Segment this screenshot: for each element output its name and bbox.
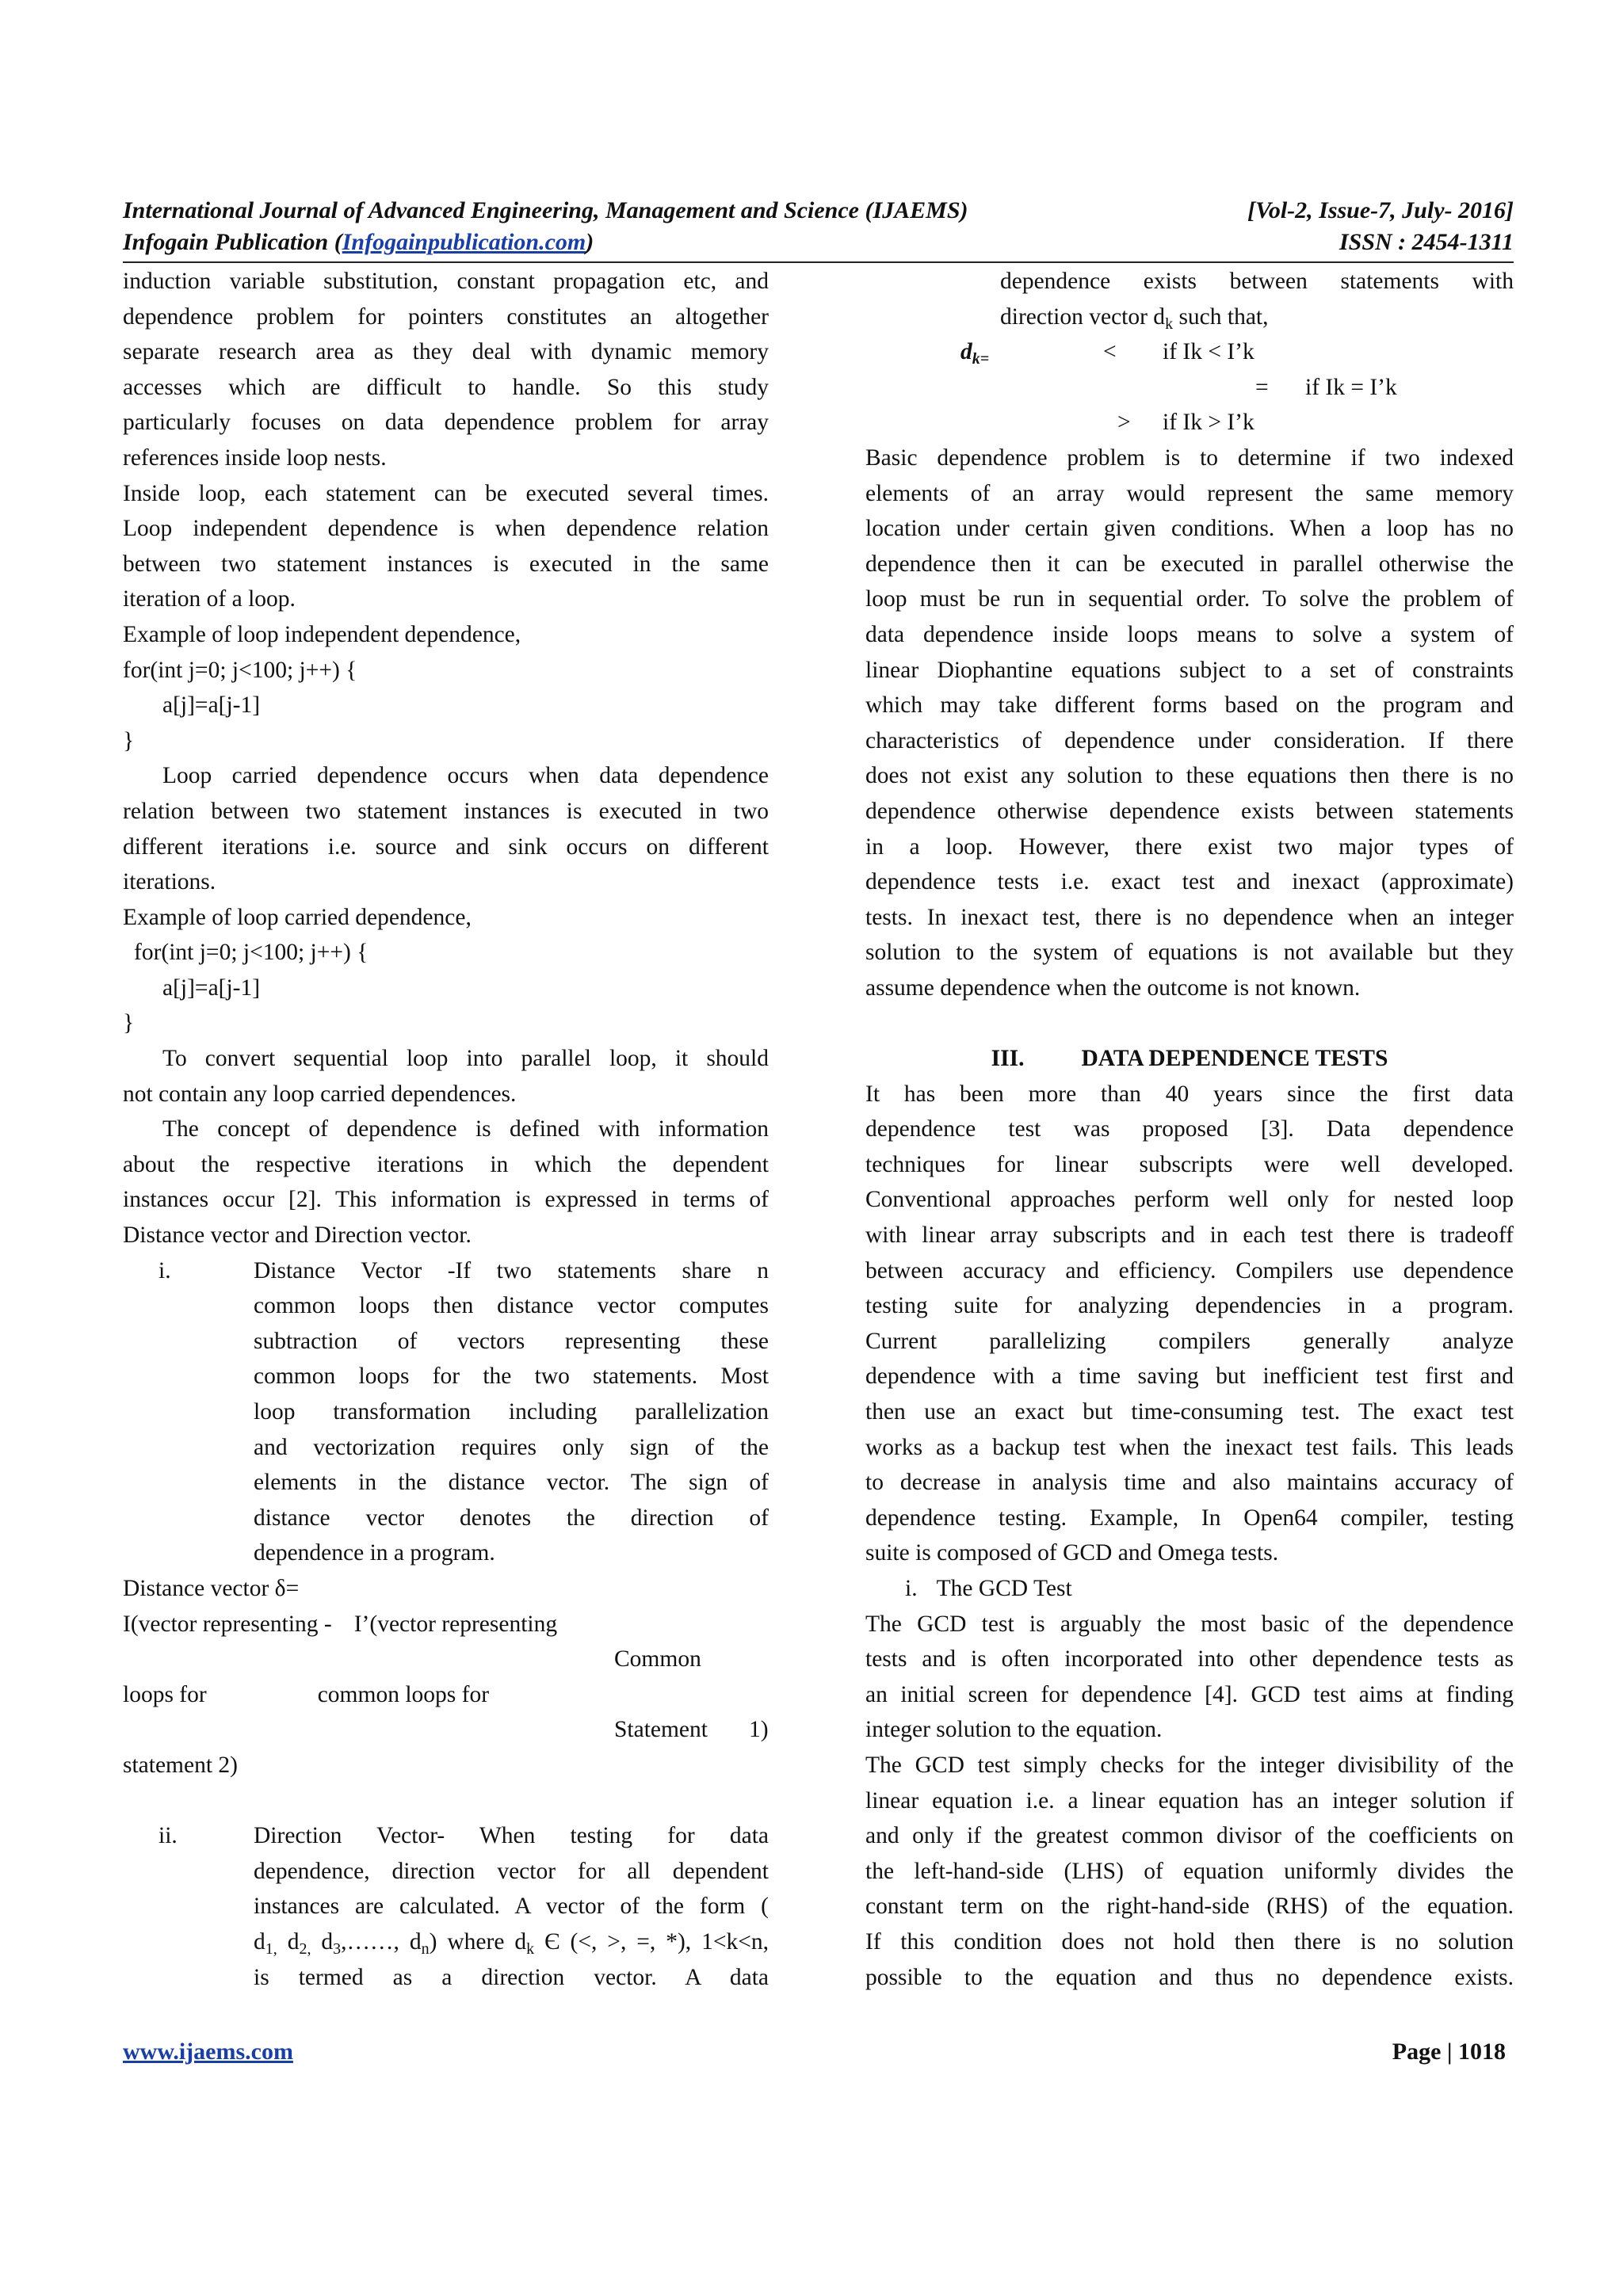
code-example: Example of loop independent dependence, for(int j=0; j<100; j++) { a[j]=a[j-1] } bbox=[123, 621, 521, 753]
paragraph: It has been more than 40 years since the first data dependence test was proposed [3]. Data dependence techniques for linear subscripts were well developed. Conventional approaches perform well only for nested loop with linear array subscripts and in each test there is tradeoff between accuracy and efficiency. Compilers use dependence testing suite for analyzing dependencies in a program. Current parallelizing compilers generally analyze dependence with a time saving but inefficient test first and then use an exact but time-consuming test. The exact test works as a backup test when the inexact test fails. This leads to decrease in analysis time and also maintains accuracy of dependence testing. Example, In Open64 compiler, testing suite is composed of GCD and Omega tests. bbox=[865, 1081, 1514, 1566]
page-number: Page | 1018 bbox=[1392, 2039, 1506, 2065]
running-header bbox=[123, 195, 1514, 258]
paragraph: The GCD test simply checks for the integer divisibility of the linear equation i.e. a linear equation has an integer solution if and only if the greatest common divisor of the coefficients on the left-hand-side (LHS) of equation uniformly divides the constant term on the right-hand-side (RHS) of the equation. If this condition does not hold then there is no solution possible to the equation and thus no dependence exists. bbox=[865, 1752, 1514, 1990]
issn: ISSN : 2454-1311 bbox=[1338, 229, 1514, 255]
direction-vector-form: $d_{1,}$ $d_{2,}$ $d_3,\dots\dots$, $d_n$) where $d_k$ Є (<, >, =, *), 1<k<n, bbox=[254, 1928, 769, 1958]
paragraph: The concept of dependence is defined with information about the respective iterations in which the dependent instances occur [2]. This information is expressed in terms of Distance vector and Direction vector. bbox=[123, 1116, 769, 1249]
list-item-distance-vector: i. Distance Vector -If two statements share n common loops then distance vector computes subtraction of vectors representing these common loops for the two statements. Most loop transformation including parallelization and vectorization requires only sign of the elements in the distance vector. The sign of distance vector denotes the direction of dependence in a program. bbox=[158, 1257, 769, 1566]
page-footer bbox=[123, 2039, 1506, 2065]
paragraph: induction variable substitution, constant propagation etc, and dependence problem for pointers constitutes an altogether separate research area as they deal with dynamic memory accesses which are difficult to handle. So this study particularly focuses on data dependence problem for array references inside loop nests. bbox=[123, 269, 769, 471]
subsection-heading: i. The GCD Test bbox=[905, 1575, 1072, 1601]
publisher: Infogain Publication (Infogainpublication.com) bbox=[123, 229, 594, 255]
volume-info: [Vol-2, Issue-7, July- 2016] bbox=[1247, 197, 1514, 223]
header-rule bbox=[123, 261, 1514, 263]
direction-cases: $d_{k=}$ < if Ik < I’k = if Ik = I’k > if Ik > I’k bbox=[960, 339, 1397, 436]
direction-definition: dependence exists between statements with direction vector $d_k$ such that, bbox=[1000, 269, 1514, 333]
paragraph: Inside loop, each statement can be executed several times. Loop independent dependence is when dependence relation between two statement instances is executed in the same iteration of a loop. bbox=[123, 480, 769, 612]
paragraph: Basic dependence problem is to determine if two indexed elements of an array would represent the same memory location under certain given conditions. When a loop has no dependence then it can be executed in parallel otherwise the loop must be run in sequential order. To solve the problem of data dependence inside loops means to solve a system of linear Diophantine equations subject to a set of constraints which may take different forms based on the program and characteristics of dependence under consideration. If there does not exist any solution to these equations then there is no dependence otherwise dependence exists between statements in a loop. However, there exist two major types of dependence tests i.e. exact test and inexact (approximate) tests. In inexact test, there is no dependence when an integer solution to the system of equations is not available but they assume dependence when the outcome is not known. bbox=[865, 444, 1514, 1001]
publisher-link[interactable]: Infogainpublication.com bbox=[342, 229, 586, 255]
section-heading: III. DATA DEPENDENCE TESTS bbox=[991, 1046, 1388, 1072]
distance-vector-formula: Distance vector δ= I(vector representing - I’(vector representing Common loops for common loops for Statement 1) statement 2) bbox=[123, 1575, 769, 1778]
left-column bbox=[123, 264, 769, 1995]
paragraph: To convert sequential loop into parallel loop, it should not contain any loop carried dependences. bbox=[123, 1046, 769, 1107]
paragraph: The GCD test is arguably the most basic of the dependence tests and is often incorporated into other dependence tests as an initial screen for dependence [4]. GCD test aims at finding integer solution to the equation. bbox=[865, 1611, 1514, 1743]
code-example: Example of loop carried dependence, for(int j=0; j<100; j++) { a[j]=a[j-1] } bbox=[123, 904, 472, 1036]
paragraph: Loop carried dependence occurs when data dependence relation between two statement instances is executed in two different iterations i.e. source and sink occurs on different iterations. bbox=[123, 763, 769, 895]
journal-title: International Journal of Advanced Engineering, Management and Science (IJAEMS) bbox=[123, 197, 968, 223]
list-item-direction-vector: ii. Direction Vector- When testing for data dependence, direction vector for all dependent instances are calculated. A vector of the form ( $d_{1,}$ $d_{2,}$ $d_3,\dots\dots$, $d_n$) where $d_k$ Є (<, >, =, *), 1<k<n, is termed as a direction vector. A data bbox=[158, 1823, 769, 1990]
website-link[interactable]: www.ijaems.com bbox=[123, 2039, 293, 2065]
right-column bbox=[865, 264, 1514, 1995]
